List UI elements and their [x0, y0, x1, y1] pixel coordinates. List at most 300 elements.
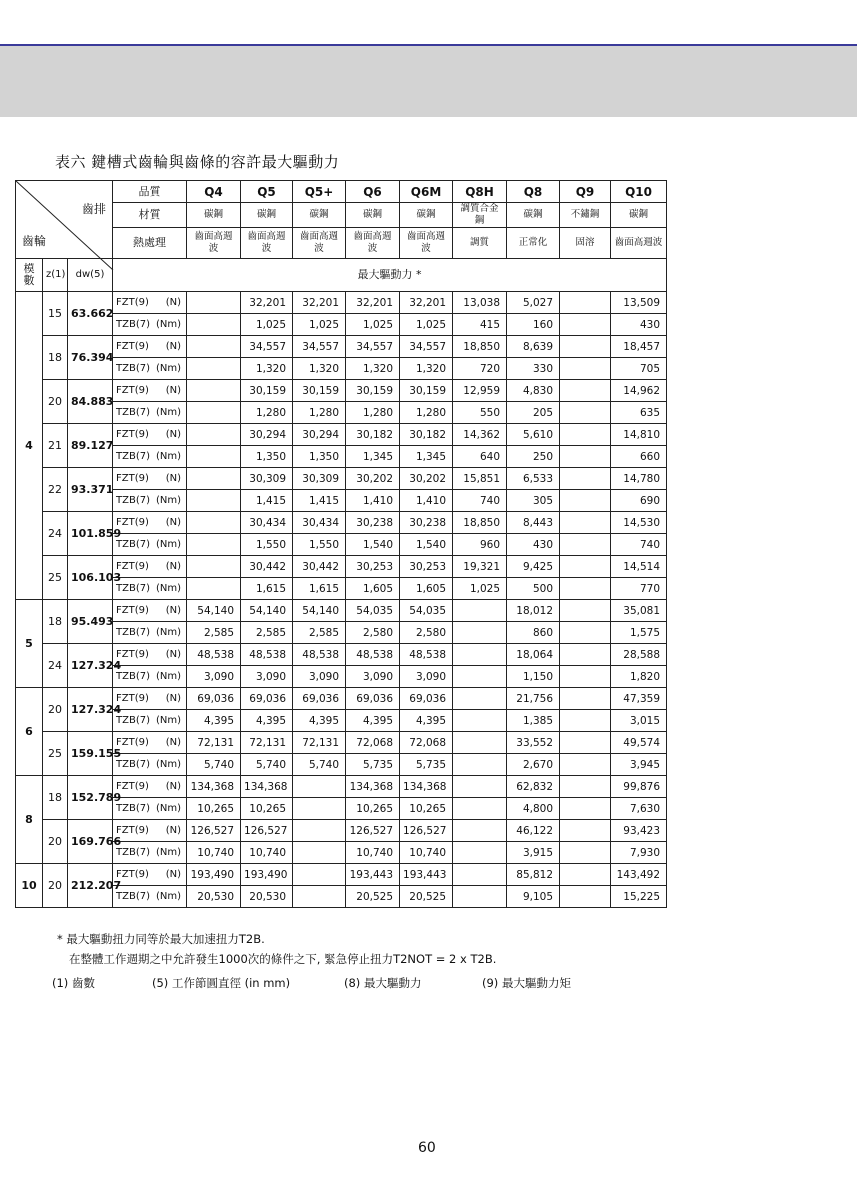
value-cell: 5,027 — [507, 292, 560, 314]
unit: (N) — [165, 736, 182, 748]
value-cell — [453, 644, 507, 666]
value-cell: 69,036 — [400, 688, 453, 710]
force-label-cell — [113, 864, 187, 886]
dw-cell: 101.859 — [68, 512, 113, 556]
value-cell — [187, 512, 241, 534]
force-label-cell — [113, 688, 187, 710]
value-cell: 72,131 — [293, 732, 346, 754]
material-cell: 碳鋼 — [611, 203, 667, 228]
value-cell: 1,410 — [346, 490, 400, 512]
value-cell — [560, 358, 611, 380]
z-cell: 15 — [43, 292, 68, 336]
value-cell — [560, 842, 611, 864]
value-cell: 32,201 — [293, 292, 346, 314]
value-cell: 143,492 — [611, 864, 667, 886]
value-cell: 93,423 — [611, 820, 667, 842]
value-cell: 4,395 — [346, 710, 400, 732]
value-cell: 34,557 — [346, 336, 400, 358]
module-cell: 5 — [16, 600, 43, 688]
force-row — [16, 776, 667, 798]
z-cell: 22 — [43, 468, 68, 512]
value-cell: 3,945 — [611, 754, 667, 776]
treatment-cell: 固溶 — [560, 228, 611, 259]
gear-label: 齒輪 — [22, 234, 47, 248]
force-row — [16, 644, 667, 666]
z-cell: 20 — [43, 820, 68, 864]
force-symbol: FZT(9) — [116, 780, 149, 792]
value-cell — [187, 336, 241, 358]
unit: (N) — [165, 604, 182, 616]
torque-symbol: TZB(7) — [116, 670, 150, 682]
value-cell: 2,585 — [187, 622, 241, 644]
z-cell: 20 — [43, 380, 68, 424]
value-cell: 34,557 — [293, 336, 346, 358]
torque-label-cell — [113, 358, 187, 380]
torque-label-cell — [113, 842, 187, 864]
value-cell — [560, 688, 611, 710]
force-symbol: FZT(9) — [116, 340, 149, 352]
z-cell: 18 — [43, 336, 68, 380]
value-cell — [560, 424, 611, 446]
value-cell: 30,294 — [241, 424, 293, 446]
value-cell: 30,253 — [400, 556, 453, 578]
value-cell: 193,490 — [187, 864, 241, 886]
value-cell — [560, 446, 611, 468]
value-cell: 126,527 — [400, 820, 453, 842]
treatment-cell: 齒面高週波 — [293, 228, 346, 259]
value-cell: 20,530 — [241, 886, 293, 908]
unit: (N) — [165, 824, 182, 836]
material-cell: 碳鋼 — [507, 203, 560, 228]
value-cell — [560, 534, 611, 556]
quality-q5-plus: Q5+ — [293, 181, 346, 203]
unit: (Nm) — [155, 714, 182, 726]
quality-row-label: 品質 — [113, 181, 187, 203]
footnote-1: (1) 齒數 — [52, 976, 95, 990]
value-cell: 10,740 — [400, 842, 453, 864]
value-cell — [293, 820, 346, 842]
value-cell — [453, 798, 507, 820]
torque-label-cell — [113, 490, 187, 512]
dw-cell: 63.662 — [68, 292, 113, 336]
torque-symbol: TZB(7) — [116, 846, 150, 858]
value-cell: 20,530 — [187, 886, 241, 908]
value-cell: 500 — [507, 578, 560, 600]
value-cell — [560, 600, 611, 622]
quality-q6: Q6 — [346, 181, 400, 203]
unit: (N) — [165, 296, 182, 308]
value-cell: 8,443 — [507, 512, 560, 534]
value-cell — [560, 402, 611, 424]
value-cell: 134,368 — [241, 776, 293, 798]
value-cell: 30,434 — [293, 512, 346, 534]
value-cell: 54,140 — [187, 600, 241, 622]
force-symbol: FZT(9) — [116, 648, 149, 660]
unit: (Nm) — [155, 890, 182, 902]
value-cell — [187, 468, 241, 490]
force-label-cell — [113, 776, 187, 798]
value-cell — [560, 754, 611, 776]
value-cell: 30,294 — [293, 424, 346, 446]
unit: (Nm) — [155, 406, 182, 418]
value-cell — [187, 578, 241, 600]
force-symbol: FZT(9) — [116, 560, 149, 572]
value-cell: 18,850 — [453, 512, 507, 534]
material-row-label: 材質 — [113, 203, 187, 228]
value-cell: 54,140 — [241, 600, 293, 622]
force-symbol: FZT(9) — [116, 428, 149, 440]
value-cell — [293, 886, 346, 908]
torque-label-cell — [113, 402, 187, 424]
value-cell: 30,238 — [400, 512, 453, 534]
value-cell: 10,265 — [346, 798, 400, 820]
value-cell: 740 — [611, 534, 667, 556]
force-row — [16, 424, 667, 446]
force-label-cell — [113, 600, 187, 622]
force-row — [16, 336, 667, 358]
value-cell: 10,740 — [346, 842, 400, 864]
value-cell — [187, 292, 241, 314]
value-cell: 1,615 — [241, 578, 293, 600]
force-row — [16, 864, 667, 886]
value-cell — [293, 798, 346, 820]
value-cell: 3,015 — [611, 710, 667, 732]
value-cell: 33,552 — [507, 732, 560, 754]
value-cell: 12,959 — [453, 380, 507, 402]
value-cell: 30,159 — [241, 380, 293, 402]
treatment-cell: 齒面高週波 — [346, 228, 400, 259]
value-cell: 69,036 — [241, 688, 293, 710]
value-cell — [453, 864, 507, 886]
value-cell — [187, 424, 241, 446]
value-cell — [453, 732, 507, 754]
value-cell: 10,740 — [187, 842, 241, 864]
value-cell: 14,530 — [611, 512, 667, 534]
value-cell — [560, 490, 611, 512]
value-cell: 62,832 — [507, 776, 560, 798]
force-label-cell — [113, 292, 187, 314]
value-cell: 1,150 — [507, 666, 560, 688]
treatment-cell: 正常化 — [507, 228, 560, 259]
value-cell: 330 — [507, 358, 560, 380]
module-cell: 4 — [16, 292, 43, 600]
value-cell: 1,345 — [346, 446, 400, 468]
value-cell: 30,238 — [346, 512, 400, 534]
value-cell: 193,490 — [241, 864, 293, 886]
value-cell — [560, 622, 611, 644]
value-cell: 635 — [611, 402, 667, 424]
value-cell: 193,443 — [346, 864, 400, 886]
torque-label-cell — [113, 710, 187, 732]
value-cell: 3,090 — [293, 666, 346, 688]
force-row — [16, 732, 667, 754]
value-cell: 1,280 — [293, 402, 346, 424]
footnote-8: (8) 最大驅動力 — [344, 976, 422, 990]
header-row-material — [16, 203, 667, 228]
torque-symbol: TZB(7) — [116, 494, 150, 506]
module-cell: 6 — [16, 688, 43, 776]
torque-symbol: TZB(7) — [116, 714, 150, 726]
value-cell: 690 — [611, 490, 667, 512]
force-label-cell — [113, 424, 187, 446]
value-cell: 3,090 — [187, 666, 241, 688]
unit: (Nm) — [155, 450, 182, 462]
unit: (N) — [165, 472, 182, 484]
value-cell — [560, 292, 611, 314]
value-cell: 69,036 — [187, 688, 241, 710]
unit: (Nm) — [155, 626, 182, 638]
value-cell: 1,540 — [346, 534, 400, 556]
value-cell: 193,443 — [400, 864, 453, 886]
unit: (N) — [165, 692, 182, 704]
value-cell: 5,610 — [507, 424, 560, 446]
value-cell: 30,159 — [346, 380, 400, 402]
value-cell: 550 — [453, 402, 507, 424]
treatment-cell: 齒面高週波 — [241, 228, 293, 259]
force-label-cell — [113, 336, 187, 358]
torque-label-cell — [113, 446, 187, 468]
unit: (Nm) — [155, 846, 182, 858]
value-cell: 54,035 — [346, 600, 400, 622]
page-number: 60 — [418, 1140, 436, 1156]
z-cell: 25 — [43, 732, 68, 776]
value-cell: 1,025 — [400, 314, 453, 336]
value-cell: 48,538 — [400, 644, 453, 666]
value-cell: 1,280 — [346, 402, 400, 424]
value-cell: 30,442 — [241, 556, 293, 578]
z-cell: 18 — [43, 600, 68, 644]
value-cell: 126,527 — [346, 820, 400, 842]
value-cell: 740 — [453, 490, 507, 512]
value-cell: 640 — [453, 446, 507, 468]
value-cell: 1,410 — [400, 490, 453, 512]
note-line-2: 在整體工作週期之中允許發生1000次的條件之下, 緊急停止扭力T2NOT = 2 x T2B. — [69, 952, 497, 966]
value-cell: 15,851 — [453, 468, 507, 490]
treatment-cell: 齒面高週波 — [400, 228, 453, 259]
treatment-row-label: 熱處理 — [113, 228, 187, 259]
value-cell — [187, 314, 241, 336]
dw-cell: 93.371 — [68, 468, 113, 512]
value-cell: 18,012 — [507, 600, 560, 622]
value-cell: 18,457 — [611, 336, 667, 358]
value-cell: 30,182 — [400, 424, 453, 446]
value-cell: 9,105 — [507, 886, 560, 908]
value-cell — [293, 776, 346, 798]
unit: (N) — [165, 868, 182, 880]
module-cell: 8 — [16, 776, 43, 864]
value-cell: 30,434 — [241, 512, 293, 534]
force-symbol: FZT(9) — [116, 604, 149, 616]
value-cell: 660 — [611, 446, 667, 468]
value-cell: 415 — [453, 314, 507, 336]
value-cell: 305 — [507, 490, 560, 512]
value-cell: 960 — [453, 534, 507, 556]
value-cell: 1,415 — [241, 490, 293, 512]
torque-symbol: TZB(7) — [116, 538, 150, 550]
dw-cell: 89.127 — [68, 424, 113, 468]
force-label-cell — [113, 468, 187, 490]
value-cell — [453, 754, 507, 776]
force-label-cell — [113, 556, 187, 578]
value-cell — [560, 798, 611, 820]
value-cell: 14,962 — [611, 380, 667, 402]
value-cell: 85,812 — [507, 864, 560, 886]
value-cell: 9,425 — [507, 556, 560, 578]
value-cell: 5,740 — [293, 754, 346, 776]
unit: (N) — [165, 340, 182, 352]
force-row — [16, 380, 667, 402]
force-symbol: FZT(9) — [116, 384, 149, 396]
force-label-cell — [113, 820, 187, 842]
value-cell: 5,735 — [346, 754, 400, 776]
force-label-cell — [113, 512, 187, 534]
value-cell — [453, 886, 507, 908]
z-cell: 24 — [43, 512, 68, 556]
value-cell: 47,359 — [611, 688, 667, 710]
treatment-cell: 齒面高週波 — [187, 228, 241, 259]
force-symbol: FZT(9) — [116, 736, 149, 748]
dw-cell: 152.789 — [68, 776, 113, 820]
value-cell: 4,830 — [507, 380, 560, 402]
value-cell: 20,525 — [346, 886, 400, 908]
value-cell: 2,580 — [346, 622, 400, 644]
value-cell — [560, 556, 611, 578]
z-cell: 20 — [43, 864, 68, 908]
value-cell: 49,574 — [611, 732, 667, 754]
value-cell: 1,605 — [346, 578, 400, 600]
value-cell: 720 — [453, 358, 507, 380]
material-cell: 碳鋼 — [187, 203, 241, 228]
torque-label-cell — [113, 578, 187, 600]
unit: (N) — [165, 648, 182, 660]
value-cell: 30,182 — [346, 424, 400, 446]
value-cell: 430 — [611, 314, 667, 336]
z-cell: 21 — [43, 424, 68, 468]
value-cell: 14,810 — [611, 424, 667, 446]
value-cell — [560, 666, 611, 688]
value-cell: 3,090 — [241, 666, 293, 688]
value-cell: 30,442 — [293, 556, 346, 578]
header-row-quality — [16, 181, 667, 203]
force-row — [16, 600, 667, 622]
force-row — [16, 556, 667, 578]
value-cell: 1,550 — [241, 534, 293, 556]
torque-label-cell — [113, 622, 187, 644]
value-cell: 5,740 — [187, 754, 241, 776]
value-cell: 1,540 — [400, 534, 453, 556]
force-row — [16, 512, 667, 534]
value-cell: 1,575 — [611, 622, 667, 644]
value-cell: 72,131 — [241, 732, 293, 754]
header-row-treatment — [16, 228, 667, 259]
value-cell: 1,025 — [346, 314, 400, 336]
unit: (N) — [165, 780, 182, 792]
torque-symbol: TZB(7) — [116, 758, 150, 770]
unit: (Nm) — [155, 494, 182, 506]
value-cell — [453, 600, 507, 622]
page-title: 表六 鍵槽式齒輪與齒條的容許最大驅動力 — [55, 153, 340, 171]
value-cell: 1,345 — [400, 446, 453, 468]
value-cell: 10,265 — [241, 798, 293, 820]
unit: (Nm) — [155, 802, 182, 814]
value-cell: 1,320 — [346, 358, 400, 380]
force-label-cell — [113, 644, 187, 666]
quality-q10: Q10 — [611, 181, 667, 203]
value-cell: 34,557 — [400, 336, 453, 358]
dw-cell: 127.324 — [68, 688, 113, 732]
value-cell: 4,395 — [241, 710, 293, 732]
value-cell: 32,201 — [241, 292, 293, 314]
torque-label-cell — [113, 314, 187, 336]
dw-cell: 84.883 — [68, 380, 113, 424]
value-cell: 1,320 — [241, 358, 293, 380]
material-cell: 調質合金鋼 — [453, 203, 507, 228]
value-cell: 4,395 — [400, 710, 453, 732]
unit: (N) — [165, 560, 182, 572]
value-cell: 134,368 — [400, 776, 453, 798]
value-cell: 3,090 — [400, 666, 453, 688]
header-band — [0, 46, 857, 117]
value-cell: 54,140 — [293, 600, 346, 622]
value-cell: 8,639 — [507, 336, 560, 358]
value-cell — [560, 512, 611, 534]
value-cell — [453, 842, 507, 864]
value-cell: 2,585 — [241, 622, 293, 644]
value-cell: 1,320 — [293, 358, 346, 380]
dw-cell: 159.155 — [68, 732, 113, 776]
value-cell — [453, 776, 507, 798]
dw-cell: 169.766 — [68, 820, 113, 864]
value-cell: 5,740 — [241, 754, 293, 776]
value-cell: 48,538 — [241, 644, 293, 666]
value-cell: 126,527 — [241, 820, 293, 842]
unit: (Nm) — [155, 538, 182, 550]
force-symbol: FZT(9) — [116, 472, 149, 484]
value-cell: 10,740 — [241, 842, 293, 864]
torque-label-cell — [113, 754, 187, 776]
quality-q6m: Q6M — [400, 181, 453, 203]
value-cell: 2,580 — [400, 622, 453, 644]
value-cell: 1,550 — [293, 534, 346, 556]
value-cell: 2,585 — [293, 622, 346, 644]
value-cell — [560, 886, 611, 908]
quality-q5: Q5 — [241, 181, 293, 203]
value-cell: 34,557 — [241, 336, 293, 358]
torque-label-cell — [113, 798, 187, 820]
dw-cell: 95.493 — [68, 600, 113, 644]
material-cell: 碳鋼 — [400, 203, 453, 228]
force-symbol: FZT(9) — [116, 296, 149, 308]
torque-symbol: TZB(7) — [116, 626, 150, 638]
value-cell — [453, 666, 507, 688]
value-cell — [560, 314, 611, 336]
value-cell: 5,735 — [400, 754, 453, 776]
value-cell: 1,415 — [293, 490, 346, 512]
value-cell: 1,025 — [241, 314, 293, 336]
z-cell: 18 — [43, 776, 68, 820]
value-cell: 69,036 — [346, 688, 400, 710]
footnote-5: (5) 工作節圓直徑 (in mm) — [152, 976, 291, 990]
value-cell: 1,350 — [293, 446, 346, 468]
value-cell: 205 — [507, 402, 560, 424]
value-cell: 7,630 — [611, 798, 667, 820]
value-cell — [187, 402, 241, 424]
value-cell: 46,122 — [507, 820, 560, 842]
value-cell: 705 — [611, 358, 667, 380]
value-cell — [560, 468, 611, 490]
value-cell: 99,876 — [611, 776, 667, 798]
torque-symbol: TZB(7) — [116, 802, 150, 814]
